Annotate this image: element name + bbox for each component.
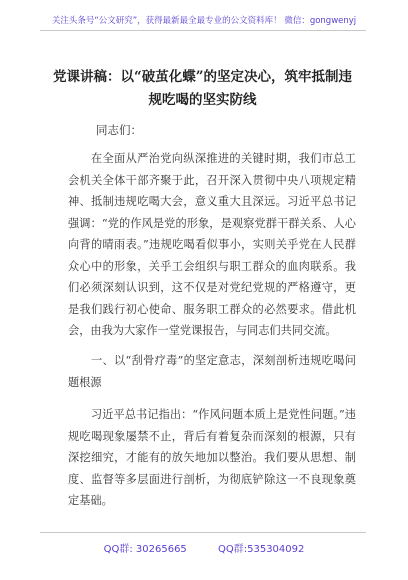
body-paragraph-2: 习近平总书记指出：“作风问题本质上是党性问题。”违规吃喝现象屡禁不止，背后有着复杂而深刻的根源，只有深挖细究，才能有的放矢地加以整治。我们要从思想、制度、监督等多层面进行剖析，为彻底铲除这一不良现象奠定基础。 — [68, 408, 356, 507]
body-paragraph-1: 在全面从严治党向纵深推进的关键时期，我们市总工会机关全体干部齐聚于此，召开深入贯彻中央八项规定精神、抵制违规吃喝大会，意义重大且深远。习近平总书记强调：“党的作风是党的形象，是观察党群干群关系、人心向背的晴雨表。”违规吃喝看似事小，实则关乎党在人民群众心中的形象，关乎工会组织与职工群众的血肉联系。我们必须深刻认识到，这不仅是对党纪党规的严格遵守，更是我们践行初心使命、服务职工群众的必然要求。借此机会，由我为大家作一堂党课报告，与同志们共同交流。 — [68, 152, 356, 337]
footer-qq-group-1: QQ群: 30265665 — [103, 544, 187, 555]
header-divider — [40, 30, 366, 31]
document-title: 党课讲稿：以“破茧化蝶”的坚定决心，筑牢抵制违规吃喝的坚实防线 — [52, 69, 353, 108]
footer-divider — [40, 532, 366, 533]
greeting: 同志们： — [96, 123, 142, 137]
section-heading-1: 一、以“刮骨疗毒”的坚定意志，深刻剖析违规吃喝问题根源 — [68, 354, 356, 389]
footer-qq-group-2: QQ群:535304092 — [218, 544, 305, 555]
page-footer — [0, 540, 408, 555]
page-header-text: 关注头条号“公文研究”，获得最新最全最专业的公文资料库！ 微信：gongwenyj — [51, 16, 357, 26]
